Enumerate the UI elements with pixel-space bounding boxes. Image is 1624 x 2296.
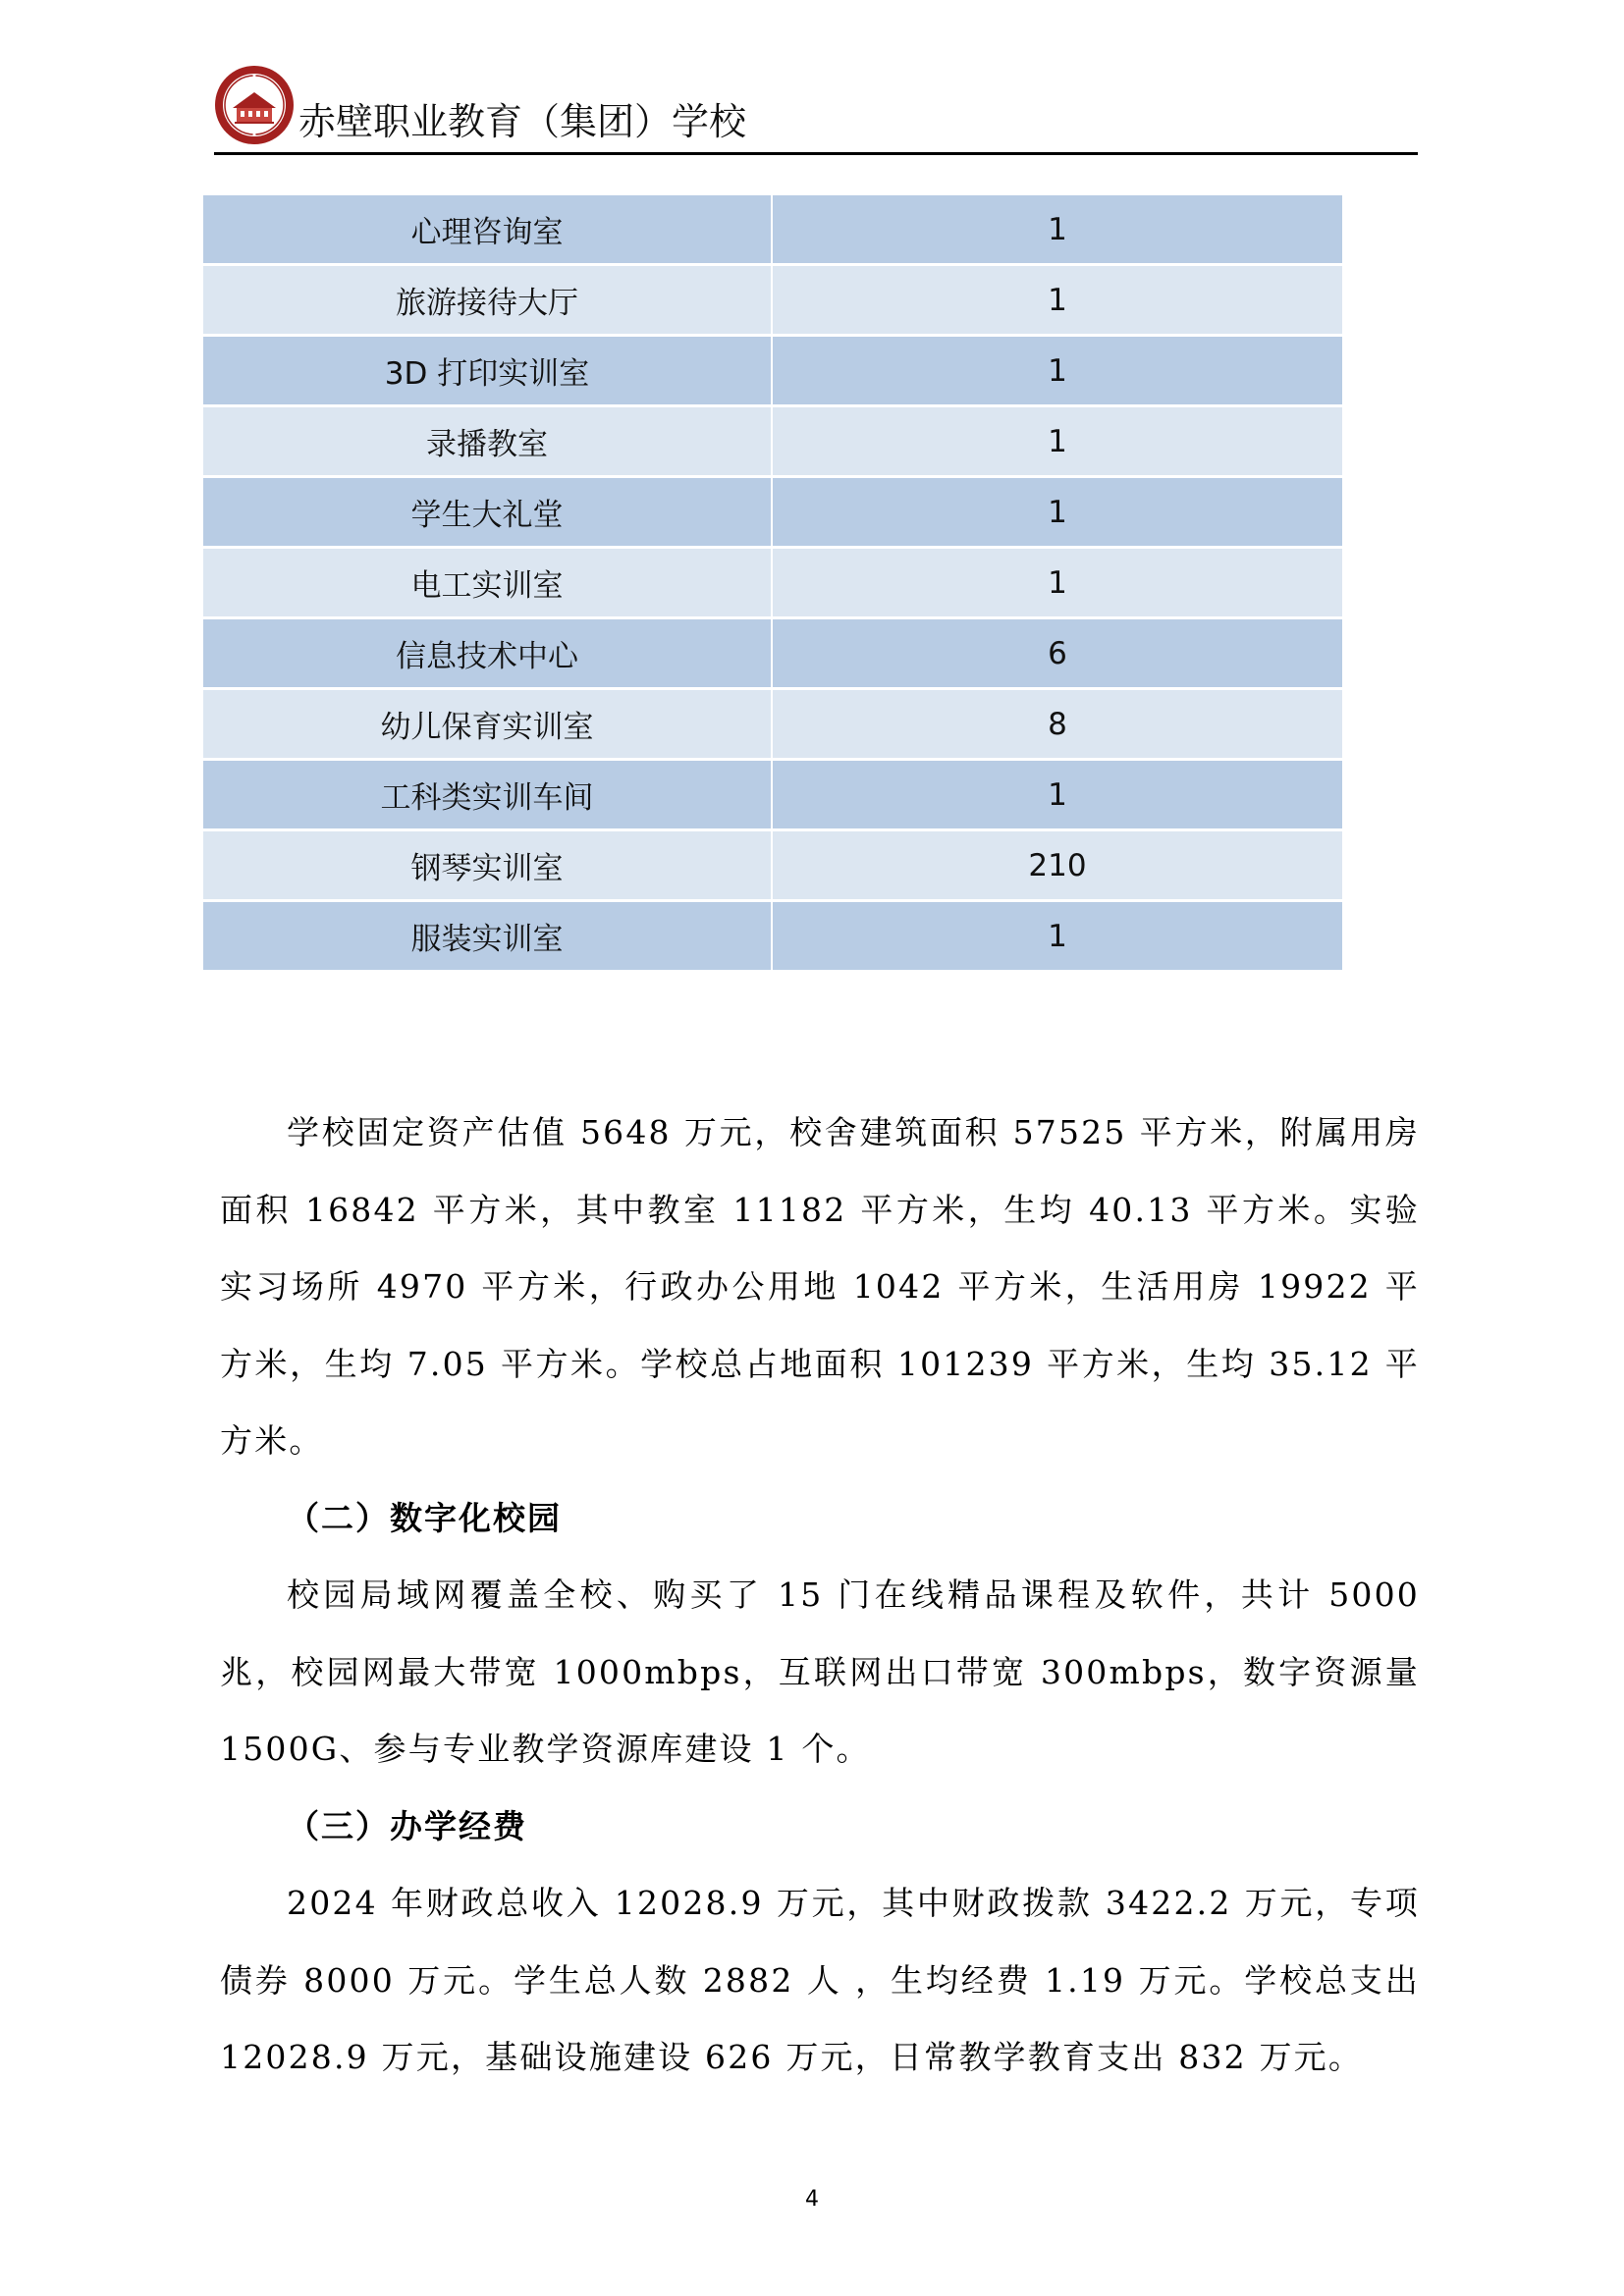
table-row bbox=[203, 760, 1342, 830]
facility-count: 210 bbox=[772, 830, 1342, 901]
facility-count: 1 bbox=[772, 548, 1342, 618]
facility-name: 录播教室 bbox=[203, 406, 772, 477]
facility-name: 信息技术中心 bbox=[203, 618, 772, 689]
table-row bbox=[203, 689, 1342, 760]
facility-name: 钢琴实训室 bbox=[203, 830, 772, 901]
table-row bbox=[203, 901, 1342, 972]
facility-name: 3D 打印实训室 bbox=[203, 336, 772, 406]
table-row bbox=[203, 195, 1342, 265]
page-number: 4 bbox=[805, 2187, 819, 2212]
table-row bbox=[203, 548, 1342, 618]
facility-name: 工科类实训车间 bbox=[203, 760, 772, 830]
facility-name: 学生大礼堂 bbox=[203, 477, 772, 548]
table-row bbox=[203, 336, 1342, 406]
table-row bbox=[203, 265, 1342, 336]
facility-name: 幼儿保育实训室 bbox=[203, 689, 772, 760]
facility-count: 1 bbox=[772, 477, 1342, 548]
assets-paragraph: 学校固定资产估值 5648 万元，校舍建筑面积 57525 平方米，附属用房面积 16842 平方米，其中教室 11182 平方米，生均 40.13 平方米。实验实习场所 4970 平方米，行政办公用地 1042 平方米，生活用房 19922 平方米，生均 7.05 平方米。学校总占地面积 101239 平方米，生均 35.12 平方米。 bbox=[220, 1113, 1420, 1460]
facility-name: 服装实训室 bbox=[203, 901, 772, 972]
facility-count: 8 bbox=[772, 689, 1342, 760]
facility-count: 1 bbox=[772, 406, 1342, 477]
table-row bbox=[203, 477, 1342, 548]
facility-count: 1 bbox=[772, 901, 1342, 972]
funding-heading: （三）办学经费 bbox=[287, 1806, 527, 1845]
facility-count: 1 bbox=[772, 195, 1342, 265]
facility-count: 6 bbox=[772, 618, 1342, 689]
page-header bbox=[214, 61, 1418, 155]
facilities-table bbox=[203, 195, 1342, 973]
header-divider bbox=[214, 152, 1418, 155]
digital-campus-paragraph: 校园局域网覆盖全校、购买了 15 门在线精品课程及软件，共计 5000 兆，校园网最大带宽 1000mbps，互联网出口带宽 300mbps，数字资源量 1500G、参与专业教学资源库建设 1 个。 bbox=[220, 1575, 1420, 1768]
facility-count: 1 bbox=[772, 265, 1342, 336]
facility-name: 心理咨询室 bbox=[203, 195, 772, 265]
table-row bbox=[203, 830, 1342, 901]
school-logo bbox=[214, 65, 295, 145]
digital-campus-heading: （二）数字化校园 bbox=[287, 1498, 562, 1537]
table-row bbox=[203, 618, 1342, 689]
school-name: 赤壁职业教育（集团）学校 bbox=[298, 100, 747, 143]
facility-count: 1 bbox=[772, 760, 1342, 830]
facility-name: 电工实训室 bbox=[203, 548, 772, 618]
facility-count: 1 bbox=[772, 336, 1342, 406]
facility-name: 旅游接待大厅 bbox=[203, 265, 772, 336]
table-row bbox=[203, 406, 1342, 477]
body-content bbox=[220, 1095, 1420, 2097]
funding-paragraph: 2024 年财政总收入 12028.9 万元，其中财政拨款 3422.2 万元，专项债券 8000 万元。学生总人数 2882 人 ，生均经费 1.19 万元。学校总支出 12028.9 万元，基础设施建设 626 万元，日常教学教育支出 832 万元。 bbox=[220, 1884, 1420, 2076]
